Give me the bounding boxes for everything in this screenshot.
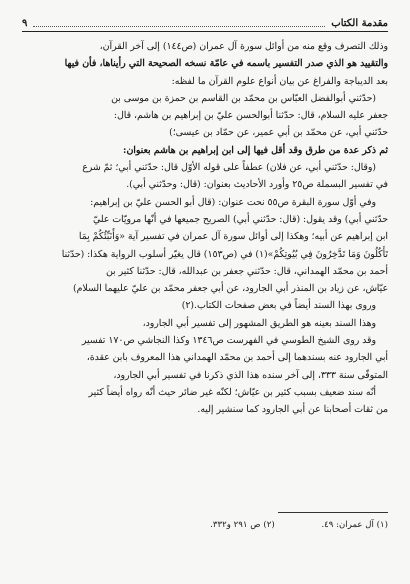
text-line: والتقييد هو الذي صدر التفسير باسمه في عامّة نسخه الصحيحة التي رأيناها، فأن فيها bbox=[64, 58, 388, 70]
text-line: أنّه سند ضعيف بسبب كثير بن عيّاش؛ لكنّه غير ضائر حيث أنّه رواه أيضاً كثير bbox=[88, 386, 376, 398]
text-line: وذلك التصرف وقع منه من أوائل سورة آل عمران (ص١٤٤) إلى آخر القرآن، bbox=[99, 41, 388, 52]
text-line: ثم ذكر عدة من طرق وقد أقل فيها إلى ابن إبراهيم بن هاشم بعنوان: bbox=[123, 144, 388, 156]
text-line: في تفسير البسملة ص٢٥ وأورد الأحاديث بعنوان: (قال: وحدّثني أبي). bbox=[126, 179, 388, 191]
running-header bbox=[22, 16, 388, 30]
header-divider bbox=[22, 31, 388, 32]
page-number: ٩ bbox=[22, 17, 28, 29]
text-line: وفي أوّل سورة البقرة ص٥٥ نحت عنوان: (قال أبو الحسن عليّ بن إبراهيم: bbox=[90, 196, 376, 208]
text-line: تَأْكُلُونَ وَمَا تَدَّخِرُونَ فِي بُيُوتِكُمْ»(١) في (ص١٥٣) قال يغيّر أسلوب الرواية هكذا: (حدّثنا bbox=[61, 248, 388, 260]
footnote-1: (١) آل عمران: ٤٩. bbox=[321, 520, 388, 530]
text-line: أبي الجارود عنه بسندهما إلى أحمد بن محمّد الهمداني هذا المعروف بابن عقدة، bbox=[86, 352, 388, 364]
chapter-title: مقدمة الكتاب bbox=[331, 17, 388, 29]
text-line: وروى بهذا السند أيضاً في بعض صفحات الكتاب.(٢) bbox=[181, 300, 376, 312]
text-line: بعد الديباجة والفراغ عن بيان أنواع علوم القرآن ما لفظه: bbox=[171, 75, 388, 87]
text-line: عيّاش، عن زياد بن المنذر أبي الجارود، عن أبي جعفر محمّد بن عليّ عليهما السلام) bbox=[73, 283, 388, 295]
text-line: وهذا السند بعينه هو الطريق المشهور إلى تفسير أبي الجارود، bbox=[142, 317, 376, 329]
text-line: ابن إبراهيم عن أبيه؛ وهكذا إلى أوائل سورة آل عمران في تفسير آية «وَأُنَبِّئُكُمْ بِمَا bbox=[78, 231, 388, 243]
main-text bbox=[22, 38, 388, 508]
footnote-divider bbox=[278, 512, 388, 513]
text-line: (حدّثني أبوالفضل العبّاس بن محمّد بن القاسم بن حمزة بن موسى بن bbox=[111, 92, 376, 104]
footnotes bbox=[22, 518, 388, 533]
text-line: (وقال: حدّثني أبي، عن فلان) عطفاً على قوله الأوّل قال: حدّثني أبي؛ ثمّ شرع bbox=[82, 162, 376, 174]
text-line: حدّثني أبي، عن محمّد بن أبي عمير، عن حمّاد بن عيسى؛) bbox=[169, 127, 388, 139]
text-line: جعفر عليه السلام، قال: حدّثنا أبوالحسن عليّ بن إبراهيم بن هاشم، قال: bbox=[113, 110, 388, 122]
text-line: من ثقات أصحابنا عن أبي الجارود كما سنشير إليه. bbox=[197, 404, 388, 416]
text-line: حدّثني أبي) وقد يقول: (قال: حدّثني أبي) الصريح جميعها في أنّها مرويّات عليّ bbox=[92, 213, 388, 225]
text-line: المتوفّى سنة ٣٣٣، إلى آخر سنده هذا الذي ذكرنا في تفسير أبي الجارود، bbox=[113, 369, 388, 381]
footnote-2: (٢) ص ٢٩١ و٣٣٢. bbox=[210, 520, 275, 530]
text-line: أحمد بن محمّد الهمداني، قال: حدّثني جعفر بن عبدالله، قال: حدّثنا كثير بن bbox=[105, 265, 388, 277]
text-line: وقد روى الشيخ الطوسي في الفهرست ص١٣٤٦ وكذا النجاشي ص١٧٠ تفسير bbox=[81, 335, 376, 347]
header-dot-leader bbox=[33, 20, 325, 27]
